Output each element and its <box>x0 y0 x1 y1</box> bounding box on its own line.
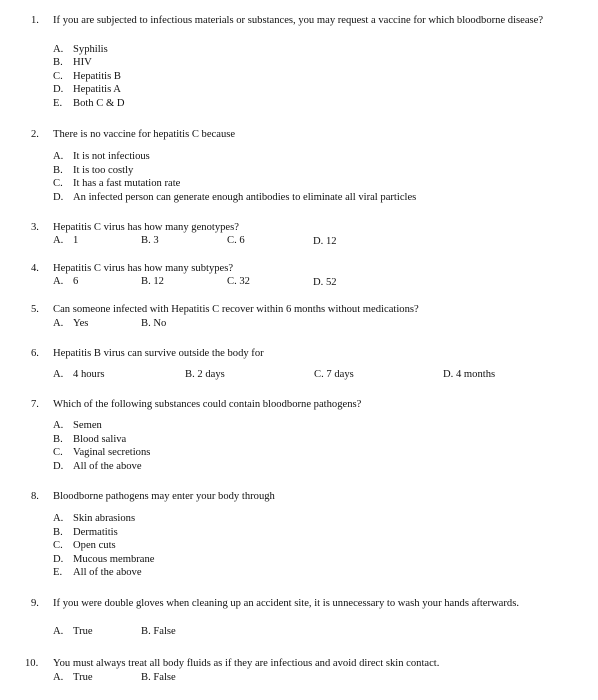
question-text: If you are subjected to infectious materials or substances, you may request a vaccine for which bloodborne disease? <box>53 15 544 26</box>
option-d: D. All of the above <box>53 461 142 472</box>
question-number: 9. <box>31 598 39 609</box>
option-a: A. It is not infectious <box>53 151 150 162</box>
option-e: E. All of the above <box>53 567 142 578</box>
option-b: B. No <box>141 318 167 329</box>
question-text: Which of the following substances could contain bloodborne pathogens? <box>53 399 362 410</box>
option-c: C. 32 <box>227 276 250 287</box>
question-text: Hepatitis C virus has how many genotypes? <box>53 222 239 233</box>
option-a: A. True <box>53 626 93 637</box>
option-a: A. Syphilis <box>53 44 108 55</box>
option-e: E. Both C & D <box>53 98 125 109</box>
question-text: If you were double gloves when cleaning up an accident site, it is unnecessary to wash your hands afterwards. <box>53 598 519 609</box>
option-d: D. 12 <box>313 236 337 247</box>
option-a: A. 4 hours <box>53 369 105 380</box>
option-c: C. 7 days <box>314 369 354 380</box>
option-a: A. 1 <box>53 235 79 246</box>
option-c: C. Hepatitis B <box>53 71 121 82</box>
option-d: D. Hepatitis A <box>53 84 121 95</box>
option-b: B. False <box>141 672 176 683</box>
option-a: A. 6 <box>53 276 79 287</box>
option-a: A. True <box>53 672 93 683</box>
question-number: 4. <box>31 263 39 274</box>
option-d: D. 52 <box>313 277 337 288</box>
option-d: D. An infected person can generate enough antibodies to eliminate all viral particles <box>53 192 417 203</box>
question-number: 2. <box>31 129 39 140</box>
question-text: Hepatitis C virus has how many subtypes? <box>53 263 234 274</box>
question-number: 10. <box>25 658 39 669</box>
option-b: B. Dermatitis <box>53 527 118 538</box>
question-number: 1. <box>31 15 39 26</box>
option-c: C. It has a fast mutation rate <box>53 178 181 189</box>
question-text: There is no vaccine for hepatitis C because <box>53 129 236 140</box>
option-c: C. Vaginal secretions <box>53 447 151 458</box>
option-c: C. Open cuts <box>53 540 116 551</box>
option-b: B. 2 days <box>185 369 225 380</box>
question-text: Can someone infected with Hepatitis C recover within 6 months without medications? <box>53 304 419 315</box>
option-a: A. Skin abrasions <box>53 513 136 524</box>
question-number: 6. <box>31 348 39 359</box>
option-a: A. Yes <box>53 318 89 329</box>
option-a: A. Semen <box>53 420 102 431</box>
option-d: D. Mucous membrane <box>53 554 155 565</box>
question-number: 3. <box>31 222 39 233</box>
option-b: B. False <box>141 626 176 637</box>
question-number: 7. <box>31 399 39 410</box>
option-b: B. Blood saliva <box>53 434 127 445</box>
question-text: Bloodborne pathogens may enter your body through <box>53 491 275 502</box>
question-text: Hepatitis B virus can survive outside the body for <box>53 348 264 359</box>
question-number: 5. <box>31 304 39 315</box>
option-b: B. It is too costly <box>53 165 134 176</box>
option-b: B. 3 <box>141 235 159 246</box>
question-text: You must always treat all body fluids as if they are infectious and avoid direct skin contact. <box>53 658 440 669</box>
question-number: 8. <box>31 491 39 502</box>
option-b: B. 12 <box>141 276 164 287</box>
option-c: C. 6 <box>227 235 245 246</box>
option-d: D. 4 months <box>443 369 496 380</box>
option-b: B. HIV <box>53 57 92 68</box>
